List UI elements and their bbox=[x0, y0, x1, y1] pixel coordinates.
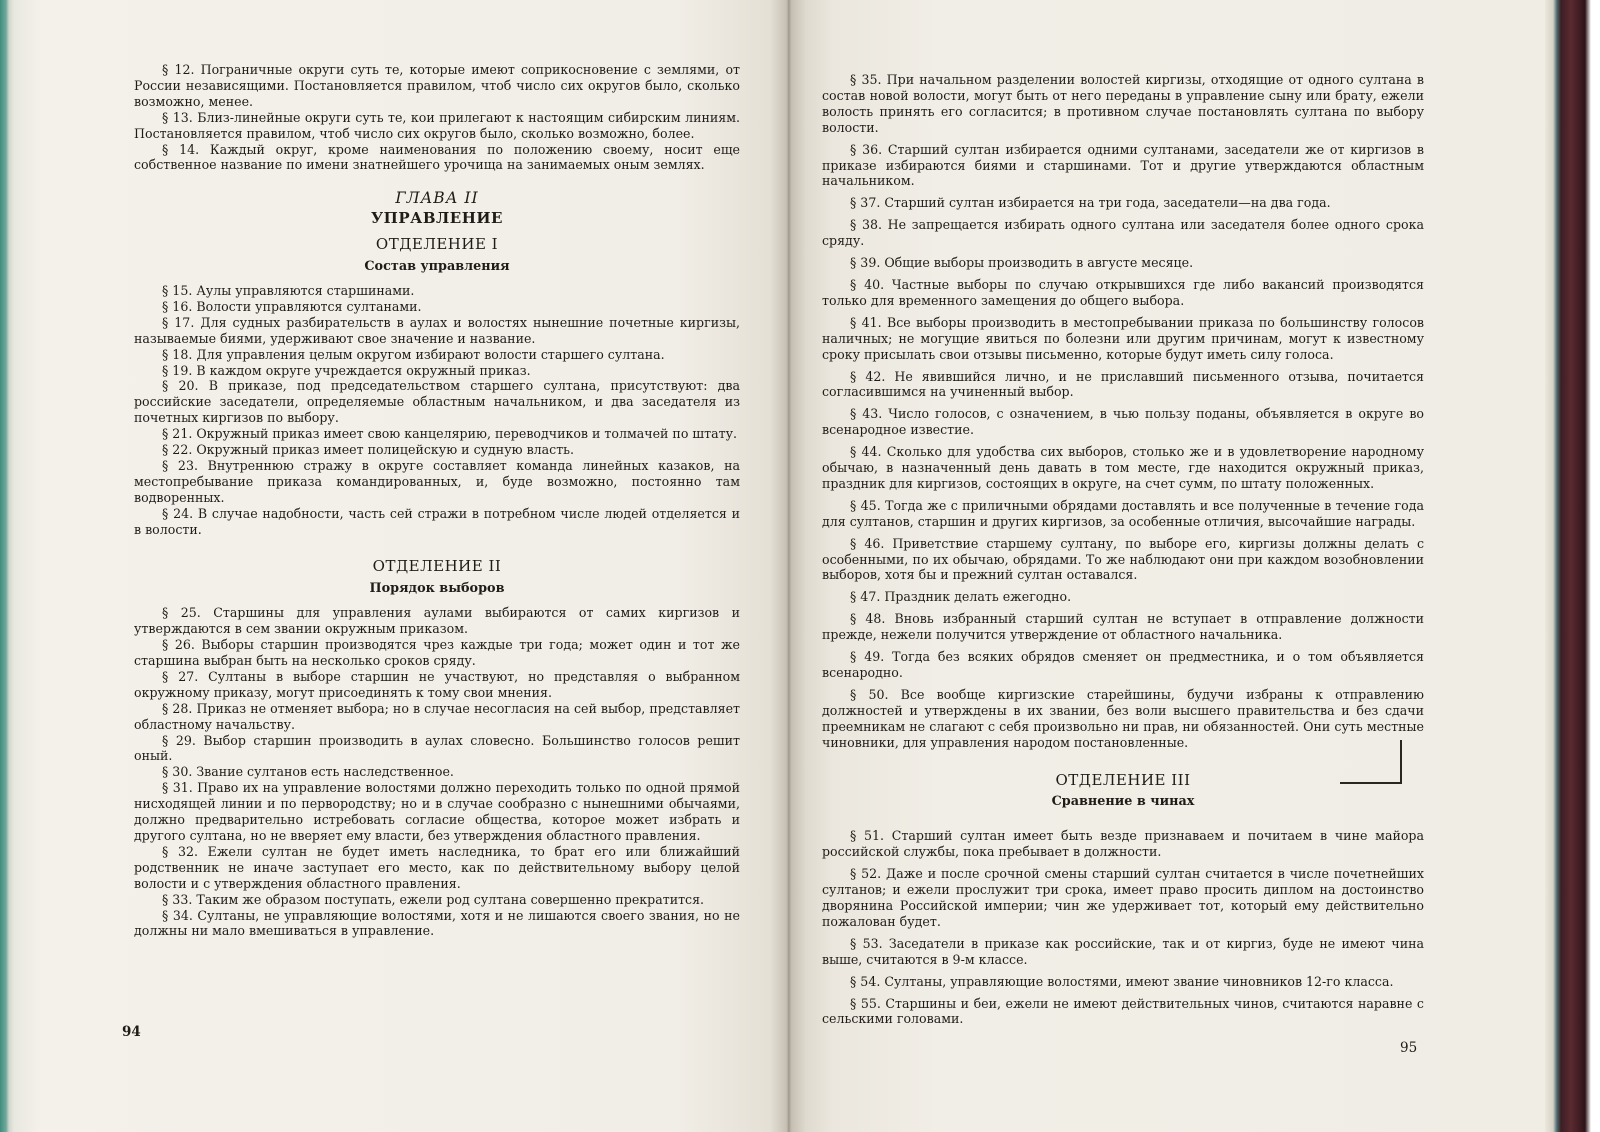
paragraph: § 12. Пограничные округи суть те, которые имеют соприкосновение с землями, от России независящими. Постановляется правилом, чтоб число сих округов было, сколько возможно, менее. bbox=[134, 62, 740, 109]
paragraph: § 23. Внутреннюю стражу в округе составляет команда линейных казаков, на местопребывание приказа командированных, и, буде возможно, постоянно там водворенных. bbox=[134, 457, 740, 505]
paragraph: § 27. Султаны в выборе старшин не участвуют, но представляя о выбранном окружному приказу, могут присоединять к тому свои мнения. bbox=[134, 668, 740, 700]
paragraph: § 35. При начальном разделении волостей киргизы, отходящие от одного султана в состав новой волости, могут быть от него переданы в управление сыну или брату, ежели волость принять его согласится; в противном случае постановлять султана по выбору волости. bbox=[822, 72, 1424, 135]
paragraph: § 17. Для судных разбирательств в аулах и волостях нынешние почетные киргизы, называемые биями, удерживают свое значение и название. bbox=[134, 314, 740, 346]
paragraph: § 18. Для управления целым округом избирают волости старшего султана. bbox=[162, 346, 665, 362]
paragraph: § 26. Выборы старшин производятся чрез каждые три года; может один и тот же старшина выбран быть на несколько сроков сряду. bbox=[134, 637, 740, 668]
paragraph: § 55. Старшины и беи, ежели не имеют действительных чинов, считаются наравне с сельскими головами. bbox=[822, 995, 1424, 1027]
paragraph: § 20. В приказе, под председательством старшего султана, присутствуют: два российские заседатели, определяемые областным начальником, и два заседателя из почетных киргизов по выбору. bbox=[134, 378, 740, 426]
paragraph: § 14. Каждый округ, кроме наименования по положению своему, носит еще собственное название по имени знатнейшего урочища на занимаемых оным землях. bbox=[134, 141, 740, 173]
paragraph: § 22. Окружный приказ имеет полицейскую и судную власть. bbox=[162, 442, 575, 458]
paragraph: § 16. Волости управляются султанами. bbox=[162, 298, 422, 314]
paragraph: § 48. Вновь избранный старший султан не вступает в отправление должности прежде, нежели получится утверждение от областного начальника. bbox=[822, 611, 1424, 643]
section-title: Состав управления bbox=[364, 259, 510, 275]
paragraph: § 28. Приказ не отменяет выбора; но в случае несогласия на сей выбор, представляет областному начальству. bbox=[134, 700, 740, 732]
paragraph: § 30. Звание султанов есть наследственное. bbox=[162, 764, 454, 780]
chapter-title: УПРАВЛЕНИЕ bbox=[371, 209, 503, 228]
paragraph: § 36. Старший султан избирается одними султанами, заседатели же от киргизов в приказе избираются биями и старшинами. Тот и другие утверждаются областным начальником. bbox=[822, 141, 1424, 189]
paragraph: § 33. Таким же образом поступать, ежели род султана совершенно прекратится. bbox=[162, 891, 705, 907]
paragraph: § 31. Право их на управление волостями должно переходить только по одной прямой нисходящей линии и по первородству; но и в случае сообразно с нынешними обычаями, должно предварительно истребовать согласие общества, которое может избрать и другого султана, но не вверяет ему власти, без утверждения областного правления. bbox=[134, 780, 740, 843]
paragraph: § 54. Султаны, управляющие волостями, имеют звание чиновников 12-го класса. bbox=[850, 973, 1394, 989]
paragraph: § 45. Тогда же с приличными обрядами доставлять и все полученные в течение года для султанов, старшин и других киргизов, за особенные отличия, высочайшие награды. bbox=[822, 497, 1424, 529]
left-page-text bbox=[134, 62, 740, 939]
paragraph: § 41. Все выборы производить в местопребывании приказа по большинству голосов наличных; не могущие явиться по болезни или другим причинам, могут к известному сроку присылать свои отзывы письменно, которые будут иметь силу голоса. bbox=[822, 314, 1424, 362]
paragraph: § 19. В каждом округе учреждается окружный приказ. bbox=[162, 362, 531, 378]
page-number-right: 95 bbox=[1400, 1040, 1418, 1056]
paragraph: § 40. Частные выборы по случаю открывшихся где либо вакансий производятся только для временного замещения до общего выбора. bbox=[822, 276, 1424, 308]
section-title: Сравнение в чинах bbox=[1051, 794, 1195, 810]
paragraph: § 42. Не явившийся лично, и не приславший письменного отзыва, почитается согласившимся на учиненный выбор. bbox=[822, 368, 1424, 400]
book-edge-left bbox=[0, 0, 40, 1132]
paragraph: § 39. Общие выборы производить в августе месяце. bbox=[850, 255, 1194, 271]
paragraph: § 29. Выбор старшин производить в аулах словесно. Большинство голосов решит оный. bbox=[134, 732, 740, 764]
pencil-bracket-mark bbox=[1340, 740, 1402, 784]
paragraph: § 34. Султаны, не управляющие волостями, хотя и не лишаются своего звания, но не должны ни мало вмешиваться в управление. bbox=[134, 907, 740, 939]
section-heading: ОТДЕЛЕНИЕ III bbox=[1055, 770, 1191, 789]
paragraph: § 15. Аулы управляются старшинами. bbox=[162, 282, 415, 298]
paragraph: § 24. В случае надобности, часть сей стражи в потребном числе людей отделяется и в волости. bbox=[134, 505, 740, 537]
chapter-heading: ГЛАВА II bbox=[395, 189, 479, 208]
section-title: Порядок выборов bbox=[369, 581, 505, 597]
paragraph: § 51. Старший султан имеет быть везде признаваем и почитаем в чине майора российской службы, пока пребывает в должности. bbox=[822, 828, 1424, 860]
paragraph: § 25. Старшины для управления аулами выбираются от самих киргизов и утверждаются в сем звании окружным приказом. bbox=[134, 605, 740, 637]
paragraph: § 44. Сколько для удобства сих выборов, столько же и в удовлетворение народному обычаю, в назначенный день давать в том месте, где находится окружный приказ, праздник для киргизов, состоящих в округе, на счет сумм, по штату положенных. bbox=[822, 444, 1424, 491]
section-heading: ОТДЕЛЕНИЕ II bbox=[372, 557, 502, 576]
paragraph: § 50. Все вообще киргизские старейшины, будучи избраны к отправлению должностей и утверждены в их звании, без воли высшего правительства и без сдачи преемникам не слагают с себя произвольно ни прав, ни обязанностей. Они суть местные чиновники, для управления народом постановленные. bbox=[822, 686, 1424, 750]
paragraph: § 53. Заседатели в приказе как российские, так и от киргиз, буде не имеют чина выше, считаются в 9-м классе. bbox=[822, 935, 1424, 967]
paragraph: § 43. Число голосов, с означением, в чью пользу поданы, объявляется в округе во всенародное известие. bbox=[822, 406, 1424, 438]
page-number-left: 94 bbox=[122, 1024, 141, 1040]
book-gutter bbox=[770, 0, 806, 1132]
paragraph: § 13. Близ-линейные округи суть те, кои прилегают к настоящим сибирским линиям. Постановляется правилом, чтоб число сих округов было, сколько возможно, более. bbox=[134, 109, 740, 141]
paragraph: § 52. Даже и после срочной смены старший султан считается в числе почетнейших султанов; и ежели прослужит три срока, имеет право просить диплом на достоинство дворянина Российской империи; чин же удерживает тот, который ему действительно пожалован будет. bbox=[822, 866, 1424, 929]
paragraph: § 37. Старший султан избирается на три года, заседатели—на два года. bbox=[850, 195, 1331, 211]
paragraph: § 21. Окружный приказ имеет свою канцелярию, переводчиков и толмачей по штату. bbox=[162, 426, 737, 442]
section-heading: ОТДЕЛЕНИЕ I bbox=[375, 235, 499, 254]
paragraph: § 32. Ежели султан не будет иметь наследника, то брат его или ближайший родственник не иначе заступает его место, как по действительному выбору целой волости и с утверждения областного правления. bbox=[134, 843, 740, 891]
paragraph: § 47. Праздник делать ежегодно. bbox=[850, 589, 1072, 605]
paragraph: § 38. Не запрещается избирать одного султана или заседателя более одного срока сряду. bbox=[822, 217, 1424, 249]
right-page-text bbox=[822, 72, 1424, 1027]
paragraph: § 46. Приветствие старшему султану, по выборе его, киргизы должны делать с особенными, по их обычаю, обрядами. То же наблюдают они при каждом возобновлении выборов, хотя бы и прежний султан оставался. bbox=[822, 535, 1424, 583]
book-edge-right bbox=[1545, 0, 1600, 1132]
paragraph: § 49. Тогда без всяких обрядов сменяет он предместника, и о том объявляется всенародно. bbox=[822, 649, 1424, 680]
